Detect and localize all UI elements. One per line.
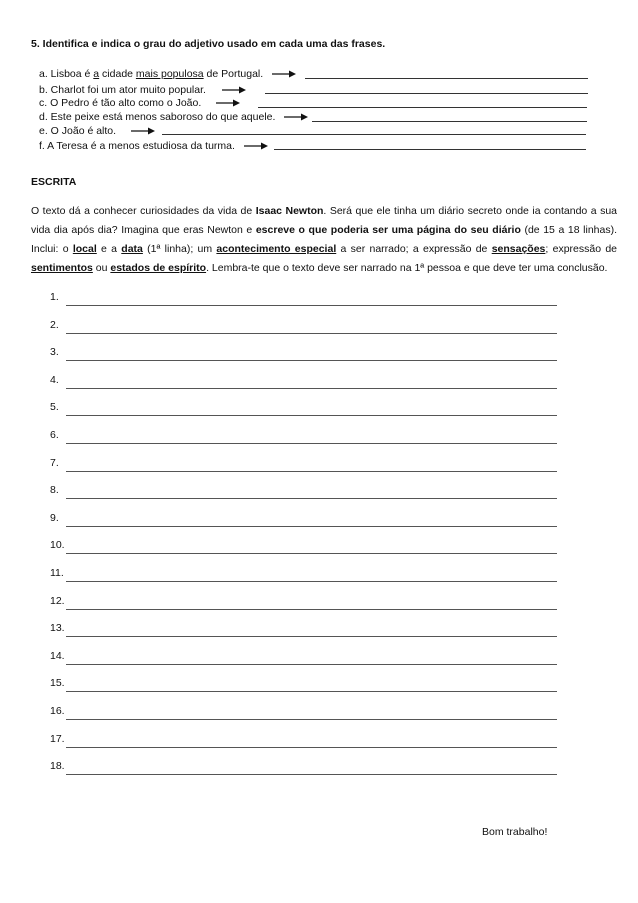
writing-line-number: 1.	[50, 291, 59, 303]
item-a-text-mid: cidade	[99, 68, 136, 80]
writing-line[interactable]	[66, 498, 557, 499]
writing-line[interactable]	[66, 443, 557, 444]
writing-line[interactable]	[66, 774, 557, 775]
instr-text-8: ou	[92, 262, 111, 274]
instr-newton: Isaac Newton	[255, 205, 324, 217]
writing-line-number: 2.	[50, 318, 59, 331]
writing-line-number: 3.	[50, 346, 59, 359]
writing-line[interactable]	[66, 719, 557, 720]
instr-text-7: ; expressão de	[545, 243, 618, 255]
answer-line-b[interactable]	[265, 93, 588, 94]
answer-line-e[interactable]	[162, 134, 586, 135]
exercise-item-c	[39, 96, 240, 110]
exercise-item-f	[39, 139, 268, 153]
writing-line-number: 12.	[50, 594, 65, 607]
writing-line-number: 10.	[50, 539, 65, 552]
writing-line-number: 15.	[50, 677, 65, 690]
exercise-item-a	[39, 67, 296, 81]
writing-line-number: 4.	[50, 373, 59, 386]
writing-line[interactable]	[66, 691, 557, 692]
writing-line[interactable]	[66, 747, 557, 748]
answer-line-a[interactable]	[305, 78, 588, 79]
writing-line-number: 16.	[50, 705, 65, 717]
arrow-right-icon	[216, 99, 240, 107]
instr-data: data	[121, 243, 143, 255]
exercise-item-d	[39, 110, 308, 124]
instr-text-3: (de 15 a 18 linhas). Inclui: o	[31, 224, 618, 255]
writing-line-number: 5.	[50, 401, 59, 414]
item-d-text: d. Este peixe está menos saboroso do que aquele.	[39, 111, 276, 123]
answer-line-f[interactable]	[274, 149, 586, 150]
arrow-right-icon	[272, 70, 296, 78]
instr-task: escreve o que poderia ser uma página do seu diário	[255, 224, 521, 236]
writing-line[interactable]	[66, 333, 557, 334]
answer-line-d[interactable]	[312, 121, 587, 122]
writing-line[interactable]	[66, 388, 557, 389]
exercise-item-e	[39, 124, 155, 138]
writing-line[interactable]	[66, 664, 557, 665]
instr-text-1: O texto dá a conhecer curiosidades da vida de	[31, 205, 256, 217]
escrita-title: ESCRITA	[31, 176, 77, 188]
writing-line-number: 18.	[50, 760, 65, 773]
writing-line-number: 6.	[50, 429, 59, 441]
exercise-5-title: 5. Identifica e indica o grau do adjetivo usado em cada uma das frases.	[31, 38, 386, 50]
item-b-text: b. Charlot foi um ator muito popular.	[39, 84, 206, 96]
writing-line[interactable]	[66, 305, 557, 306]
item-e-text: e. O João é alto.	[39, 125, 117, 137]
writing-line-number: 17.	[50, 732, 65, 745]
writing-line-number: 7.	[50, 456, 59, 469]
instr-acontecimento: acontecimento especial	[216, 243, 337, 255]
closing-message: Bom trabalho!	[482, 826, 548, 838]
arrow-right-icon	[284, 113, 308, 121]
item-a-underlined-article: a	[93, 68, 100, 80]
item-a-text-pre: a. Lisboa é	[39, 68, 94, 80]
exercise-item-b	[39, 83, 246, 97]
item-a-text-post: de Portugal.	[203, 68, 264, 80]
writing-line-number: 8.	[50, 484, 59, 497]
writing-line-number: 11.	[50, 567, 64, 579]
instr-text-2: . Será que ele tinha um diário secreto onde ia contando a sua vida dia após dia? Imagina que eras Newton e	[31, 205, 618, 236]
instr-text-9: . Lembra-te que o texto deve ser narrado na 1ª pessoa e que deve ter uma conclusão.	[206, 262, 608, 274]
item-c-text: c. O Pedro é tão alto como o João.	[39, 97, 202, 109]
answer-line-c[interactable]	[258, 107, 587, 108]
escrita-instructions	[31, 202, 617, 278]
instr-local: local	[72, 243, 97, 255]
arrow-right-icon	[222, 86, 246, 94]
item-f-text: f. A Teresa é a menos estudiosa da turma.	[39, 140, 235, 152]
writing-line[interactable]	[66, 415, 557, 416]
arrow-right-icon	[131, 127, 155, 135]
instr-sentimentos: sentimentos	[31, 262, 93, 274]
instr-text-5: (1ª linha); um	[142, 243, 217, 255]
instr-sensacoes: sensações	[491, 243, 546, 255]
writing-line[interactable]	[66, 581, 557, 582]
writing-line-number: 9.	[50, 511, 59, 524]
instr-text-6: a ser narrado; a expressão de	[336, 243, 492, 255]
writing-line[interactable]	[66, 471, 557, 472]
item-a-underlined-adjective: mais populosa	[135, 68, 204, 80]
writing-line[interactable]	[66, 526, 557, 527]
instr-estados: estados de espírito	[110, 262, 207, 274]
writing-line[interactable]	[66, 636, 557, 637]
writing-line-number: 14.	[50, 649, 65, 662]
writing-line-number: 13.	[50, 622, 65, 635]
writing-line[interactable]	[66, 609, 557, 610]
arrow-right-icon	[244, 142, 268, 150]
writing-line[interactable]	[66, 360, 557, 361]
instr-text-4: e a	[96, 243, 122, 255]
writing-line[interactable]	[66, 553, 557, 554]
